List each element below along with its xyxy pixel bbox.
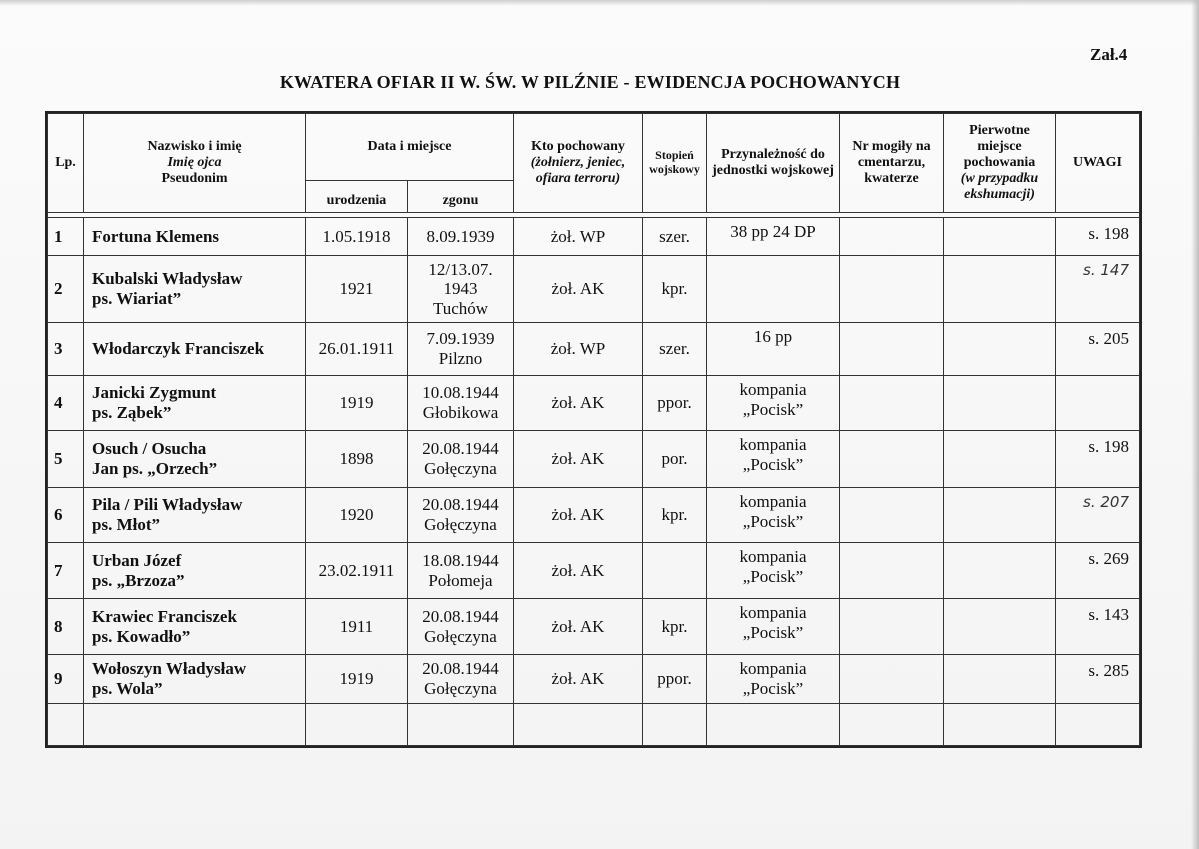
row-unit-text: „Pocisk” <box>742 678 804 698</box>
row-death-text: 18.08.1944 <box>422 550 499 570</box>
row-lp <box>48 599 84 655</box>
row-lp <box>48 655 84 704</box>
row-death-text: 7.09.1939 <box>426 329 495 349</box>
row-death-text: Gołęczyna <box>424 679 497 698</box>
row-lp <box>48 376 84 431</box>
row-rank <box>643 431 707 488</box>
row-lp-text: 5 <box>54 449 63 469</box>
row-buried-text: żoł. AK <box>551 616 605 636</box>
row-unit-text: „Pocisk” <box>742 511 804 531</box>
row-lp-text: 1 <box>54 226 63 246</box>
row-lp <box>48 218 84 256</box>
table-row <box>48 431 1140 488</box>
row-death-text: 20.08.1944 <box>422 659 499 679</box>
row-unit-text: kompania <box>739 603 807 622</box>
header-name <box>84 114 306 213</box>
row-unit-text: „Pocisk” <box>742 566 804 586</box>
row-rank-text: szer. <box>659 339 690 359</box>
row-rank <box>643 218 707 256</box>
row-name <box>84 323 306 376</box>
row-remarks <box>1056 655 1140 704</box>
row-death-text: Głobikowa <box>422 403 499 422</box>
row-remarks-text: s. 198 <box>1088 224 1129 243</box>
row-grave <box>840 218 944 256</box>
table-row <box>48 256 1140 323</box>
row-death-text: 10.08.1944 <box>422 383 499 403</box>
row-name <box>84 256 306 323</box>
row-name <box>84 488 306 543</box>
row-death-text: Połomeja <box>428 570 493 590</box>
row-name-text: Fortuna Klemens <box>92 226 220 246</box>
row-death-text: Tuchów <box>432 298 489 318</box>
table-row <box>48 376 1140 431</box>
header-grave: Nr mogiły na cmentarzu, kwaterze <box>840 114 944 213</box>
row-rank <box>643 599 707 655</box>
header-rank <box>643 114 707 213</box>
row-death <box>408 655 514 704</box>
row-buried <box>514 323 643 376</box>
row-rank-text: ppor. <box>657 669 692 689</box>
empty-cell <box>306 704 408 746</box>
row-original <box>944 543 1056 599</box>
row-unit-text: kompania <box>739 492 807 511</box>
row-rank-text: szer. <box>659 226 690 246</box>
row-name-text: Krawiec Franciszek <box>92 606 237 626</box>
row-lp-text: 4 <box>54 393 63 413</box>
row-unit-text: kompania <box>739 547 807 566</box>
table-row <box>48 218 1140 256</box>
row-death-text: 12/13.07. <box>428 259 493 279</box>
row-birth <box>306 376 408 431</box>
row-name <box>84 376 306 431</box>
row-buried-text: żoł. WP <box>550 339 606 359</box>
empty-cell <box>48 704 84 746</box>
row-name-text: Osuch / Osucha <box>92 439 207 459</box>
row-unit-text: „Pocisk” <box>742 399 804 419</box>
row-remarks-text: s. 205 <box>1088 329 1129 348</box>
table-body <box>48 218 1140 746</box>
row-unit-text: kompania <box>739 659 807 678</box>
header-buried-line1: Kto pochowany <box>531 138 625 154</box>
row-original <box>944 655 1056 704</box>
row-buried-text: żoł. AK <box>551 505 605 525</box>
row-lp-text: 6 <box>54 505 63 525</box>
row-birth-text: 1919 <box>339 393 374 413</box>
row-name-text: Kubalski Władysław <box>92 269 243 289</box>
header-rank-line1: Stopień <box>655 148 694 163</box>
row-lp-text: 2 <box>54 279 63 299</box>
row-unit <box>707 543 840 599</box>
empty-cell <box>944 704 1056 746</box>
header-original-line2: (w przypadku ekshumacji) <box>960 171 1039 203</box>
row-death-text: 20.08.1944 <box>422 439 499 459</box>
row-buried <box>514 256 643 323</box>
header-original-burial <box>944 114 1056 213</box>
row-buried <box>514 376 643 431</box>
burial-registry-table <box>47 113 1140 746</box>
row-name-text: Janicki Zygmunt <box>92 383 217 403</box>
row-remarks-text: s. 147 <box>1083 261 1129 279</box>
row-buried-text: żoł. AK <box>551 560 605 580</box>
row-remarks-text: s. 269 <box>1088 549 1129 568</box>
row-unit-text: „Pocisk” <box>742 454 804 474</box>
table-row-empty <box>48 704 1140 746</box>
empty-cell <box>514 704 643 746</box>
row-grave <box>840 376 944 431</box>
row-unit <box>707 488 840 543</box>
header-birth: urodzenia <box>306 181 408 213</box>
table-header <box>48 114 1140 218</box>
row-birth <box>306 323 408 376</box>
row-buried <box>514 543 643 599</box>
empty-cell <box>1056 704 1140 746</box>
row-death-text: Gołęczyna <box>424 459 497 478</box>
row-unit-text: „Pocisk” <box>742 622 804 642</box>
row-birth-text: 1920 <box>339 505 374 525</box>
row-death-text: Gołęczyna <box>424 626 497 646</box>
row-buried-text: żoł. AK <box>551 393 605 413</box>
row-death <box>408 323 514 376</box>
empty-cell <box>707 704 840 746</box>
header-remarks: UWAGI <box>1056 114 1140 213</box>
row-birth <box>306 599 408 655</box>
table-row <box>48 323 1140 376</box>
row-lp-text: 3 <box>54 339 63 359</box>
row-name <box>84 599 306 655</box>
row-name-text: Urban Józef <box>92 550 182 570</box>
row-death <box>408 488 514 543</box>
row-buried-text: żoł. WP <box>550 226 606 246</box>
row-death-text: Pilzno <box>438 349 483 368</box>
row-original <box>944 488 1056 543</box>
row-rank-text: kpr. <box>661 616 688 636</box>
empty-cell <box>840 704 944 746</box>
row-buried <box>514 431 643 488</box>
row-death <box>408 431 514 488</box>
row-remarks <box>1056 218 1140 256</box>
row-buried-text: żoł. AK <box>551 279 605 299</box>
row-lp-text: 8 <box>54 616 63 636</box>
row-name-text: ps. Wiariat” <box>92 289 182 308</box>
row-death <box>408 376 514 431</box>
row-remarks <box>1056 431 1140 488</box>
row-original <box>944 599 1056 655</box>
row-lp-text: 7 <box>54 560 63 580</box>
header-name-line2: Imię ojca <box>167 154 222 170</box>
row-unit-text: 16 pp <box>753 327 793 346</box>
header-name-line1: Nazwisko i imię <box>147 138 242 154</box>
row-death <box>408 218 514 256</box>
row-birth-text: 1.05.1918 <box>322 226 391 246</box>
row-name-text: ps. Ząbek” <box>92 403 172 422</box>
header-death: zgonu <box>408 181 514 213</box>
row-rank <box>643 376 707 431</box>
row-death <box>408 256 514 323</box>
table-row <box>48 488 1140 543</box>
row-buried-text: żoł. AK <box>551 449 605 469</box>
row-rank-text: kpr. <box>661 505 688 525</box>
row-birth-text: 1911 <box>339 616 374 636</box>
row-birth <box>306 655 408 704</box>
row-remarks <box>1056 543 1140 599</box>
scan-edge-top <box>0 0 1199 6</box>
row-rank-text: por. <box>661 449 688 469</box>
scan-edge-right <box>1191 0 1199 849</box>
row-grave <box>840 599 944 655</box>
row-name-text: Włodarczyk Franciszek <box>92 339 265 359</box>
table-row <box>48 655 1140 704</box>
row-name <box>84 218 306 256</box>
row-death-text: 20.08.1944 <box>422 606 499 626</box>
row-birth-text: 1898 <box>339 449 374 469</box>
row-name-text: ps. „Brzoza” <box>92 570 185 590</box>
header-buried <box>514 114 643 213</box>
row-unit-text: kompania <box>739 380 807 399</box>
row-rank-text: kpr. <box>661 279 688 299</box>
row-lp-text: 9 <box>54 669 63 689</box>
row-grave <box>840 655 944 704</box>
row-birth <box>306 431 408 488</box>
row-unit <box>707 655 840 704</box>
document-title: KWATERA OFIAR II W. ŚW. W PILŹNIE - EWIDENCJA POCHOWANYCH <box>279 72 901 92</box>
row-rank-text: ppor. <box>657 393 692 413</box>
row-death-text: Gołęczyna <box>424 515 497 534</box>
row-unit <box>707 376 840 431</box>
row-lp <box>48 431 84 488</box>
row-grave <box>840 323 944 376</box>
row-name-text: Pila / Pili Władysław <box>92 495 243 515</box>
row-buried <box>514 599 643 655</box>
row-name <box>84 431 306 488</box>
row-remarks-text: s. 207 <box>1083 493 1129 511</box>
empty-cell <box>84 704 306 746</box>
row-name-text: ps. Kowadło” <box>92 626 191 646</box>
header-name-line3: Pseudonim <box>161 171 228 187</box>
row-birth <box>306 543 408 599</box>
row-lp <box>48 323 84 376</box>
row-lp <box>48 488 84 543</box>
row-original <box>944 256 1056 323</box>
row-remarks <box>1056 323 1140 376</box>
row-unit-text: kompania <box>739 435 807 454</box>
row-grave <box>840 543 944 599</box>
row-birth <box>306 488 408 543</box>
table-row <box>48 543 1140 599</box>
row-birth-text: 26.01.1911 <box>318 339 395 359</box>
row-unit <box>707 323 840 376</box>
row-death-text: 1943 <box>443 279 478 299</box>
table-row <box>48 599 1140 655</box>
row-grave <box>840 488 944 543</box>
row-remarks <box>1056 256 1140 323</box>
row-birth-text: 1921 <box>339 279 374 299</box>
row-buried <box>514 488 643 543</box>
row-unit <box>707 599 840 655</box>
header-lp: Lp. <box>48 114 84 213</box>
empty-cell <box>643 704 707 746</box>
header-buried-line2: (żołnierz, jeniec, ofiara terroru) <box>530 154 626 187</box>
attachment-label: Zał.4 <box>1090 45 1128 64</box>
row-name-text: ps. Młot” <box>92 515 160 534</box>
row-grave <box>840 256 944 323</box>
row-birth-text: 23.02.1911 <box>318 560 395 580</box>
row-rank <box>643 655 707 704</box>
empty-cell <box>408 704 514 746</box>
row-remarks <box>1056 376 1140 431</box>
row-original <box>944 323 1056 376</box>
row-unit <box>707 431 840 488</box>
header-rank-line2: wojskowy <box>649 162 700 176</box>
row-rank <box>643 256 707 323</box>
row-lp <box>48 256 84 323</box>
row-death <box>408 543 514 599</box>
row-death-text: 20.08.1944 <box>422 495 499 515</box>
row-lp <box>48 543 84 599</box>
row-remarks-text: s. 285 <box>1088 661 1129 680</box>
row-unit <box>707 256 840 323</box>
row-rank <box>643 488 707 543</box>
header-original-line1: Pierwotne miejsce pochowania <box>963 122 1036 170</box>
row-name-text: ps. Wola” <box>92 679 163 698</box>
row-remarks <box>1056 599 1140 655</box>
row-original <box>944 218 1056 256</box>
row-buried <box>514 655 643 704</box>
row-name-text: Jan ps. „Orzech” <box>92 459 218 478</box>
row-original <box>944 376 1056 431</box>
row-unit <box>707 218 840 256</box>
row-death-text: 8.09.1939 <box>426 226 495 246</box>
row-rank <box>643 323 707 376</box>
row-death <box>408 599 514 655</box>
row-rank <box>643 543 707 599</box>
row-buried-text: żoł. AK <box>551 669 605 689</box>
row-grave <box>840 431 944 488</box>
row-remarks-text: s. 143 <box>1088 605 1129 624</box>
row-name <box>84 655 306 704</box>
row-remarks <box>1056 488 1140 543</box>
row-birth <box>306 218 408 256</box>
row-name <box>84 543 306 599</box>
row-unit-text: 38 pp 24 DP <box>730 222 816 241</box>
header-unit: Przynależność do jednostki wojskowej <box>707 114 840 213</box>
row-name-text: Wołoszyn Władysław <box>92 659 247 679</box>
row-birth <box>306 256 408 323</box>
row-remarks-text: s. 198 <box>1088 437 1129 456</box>
row-buried <box>514 218 643 256</box>
header-date-place: Data i miejsce <box>306 114 514 181</box>
row-birth-text: 1919 <box>339 669 374 689</box>
row-original <box>944 431 1056 488</box>
